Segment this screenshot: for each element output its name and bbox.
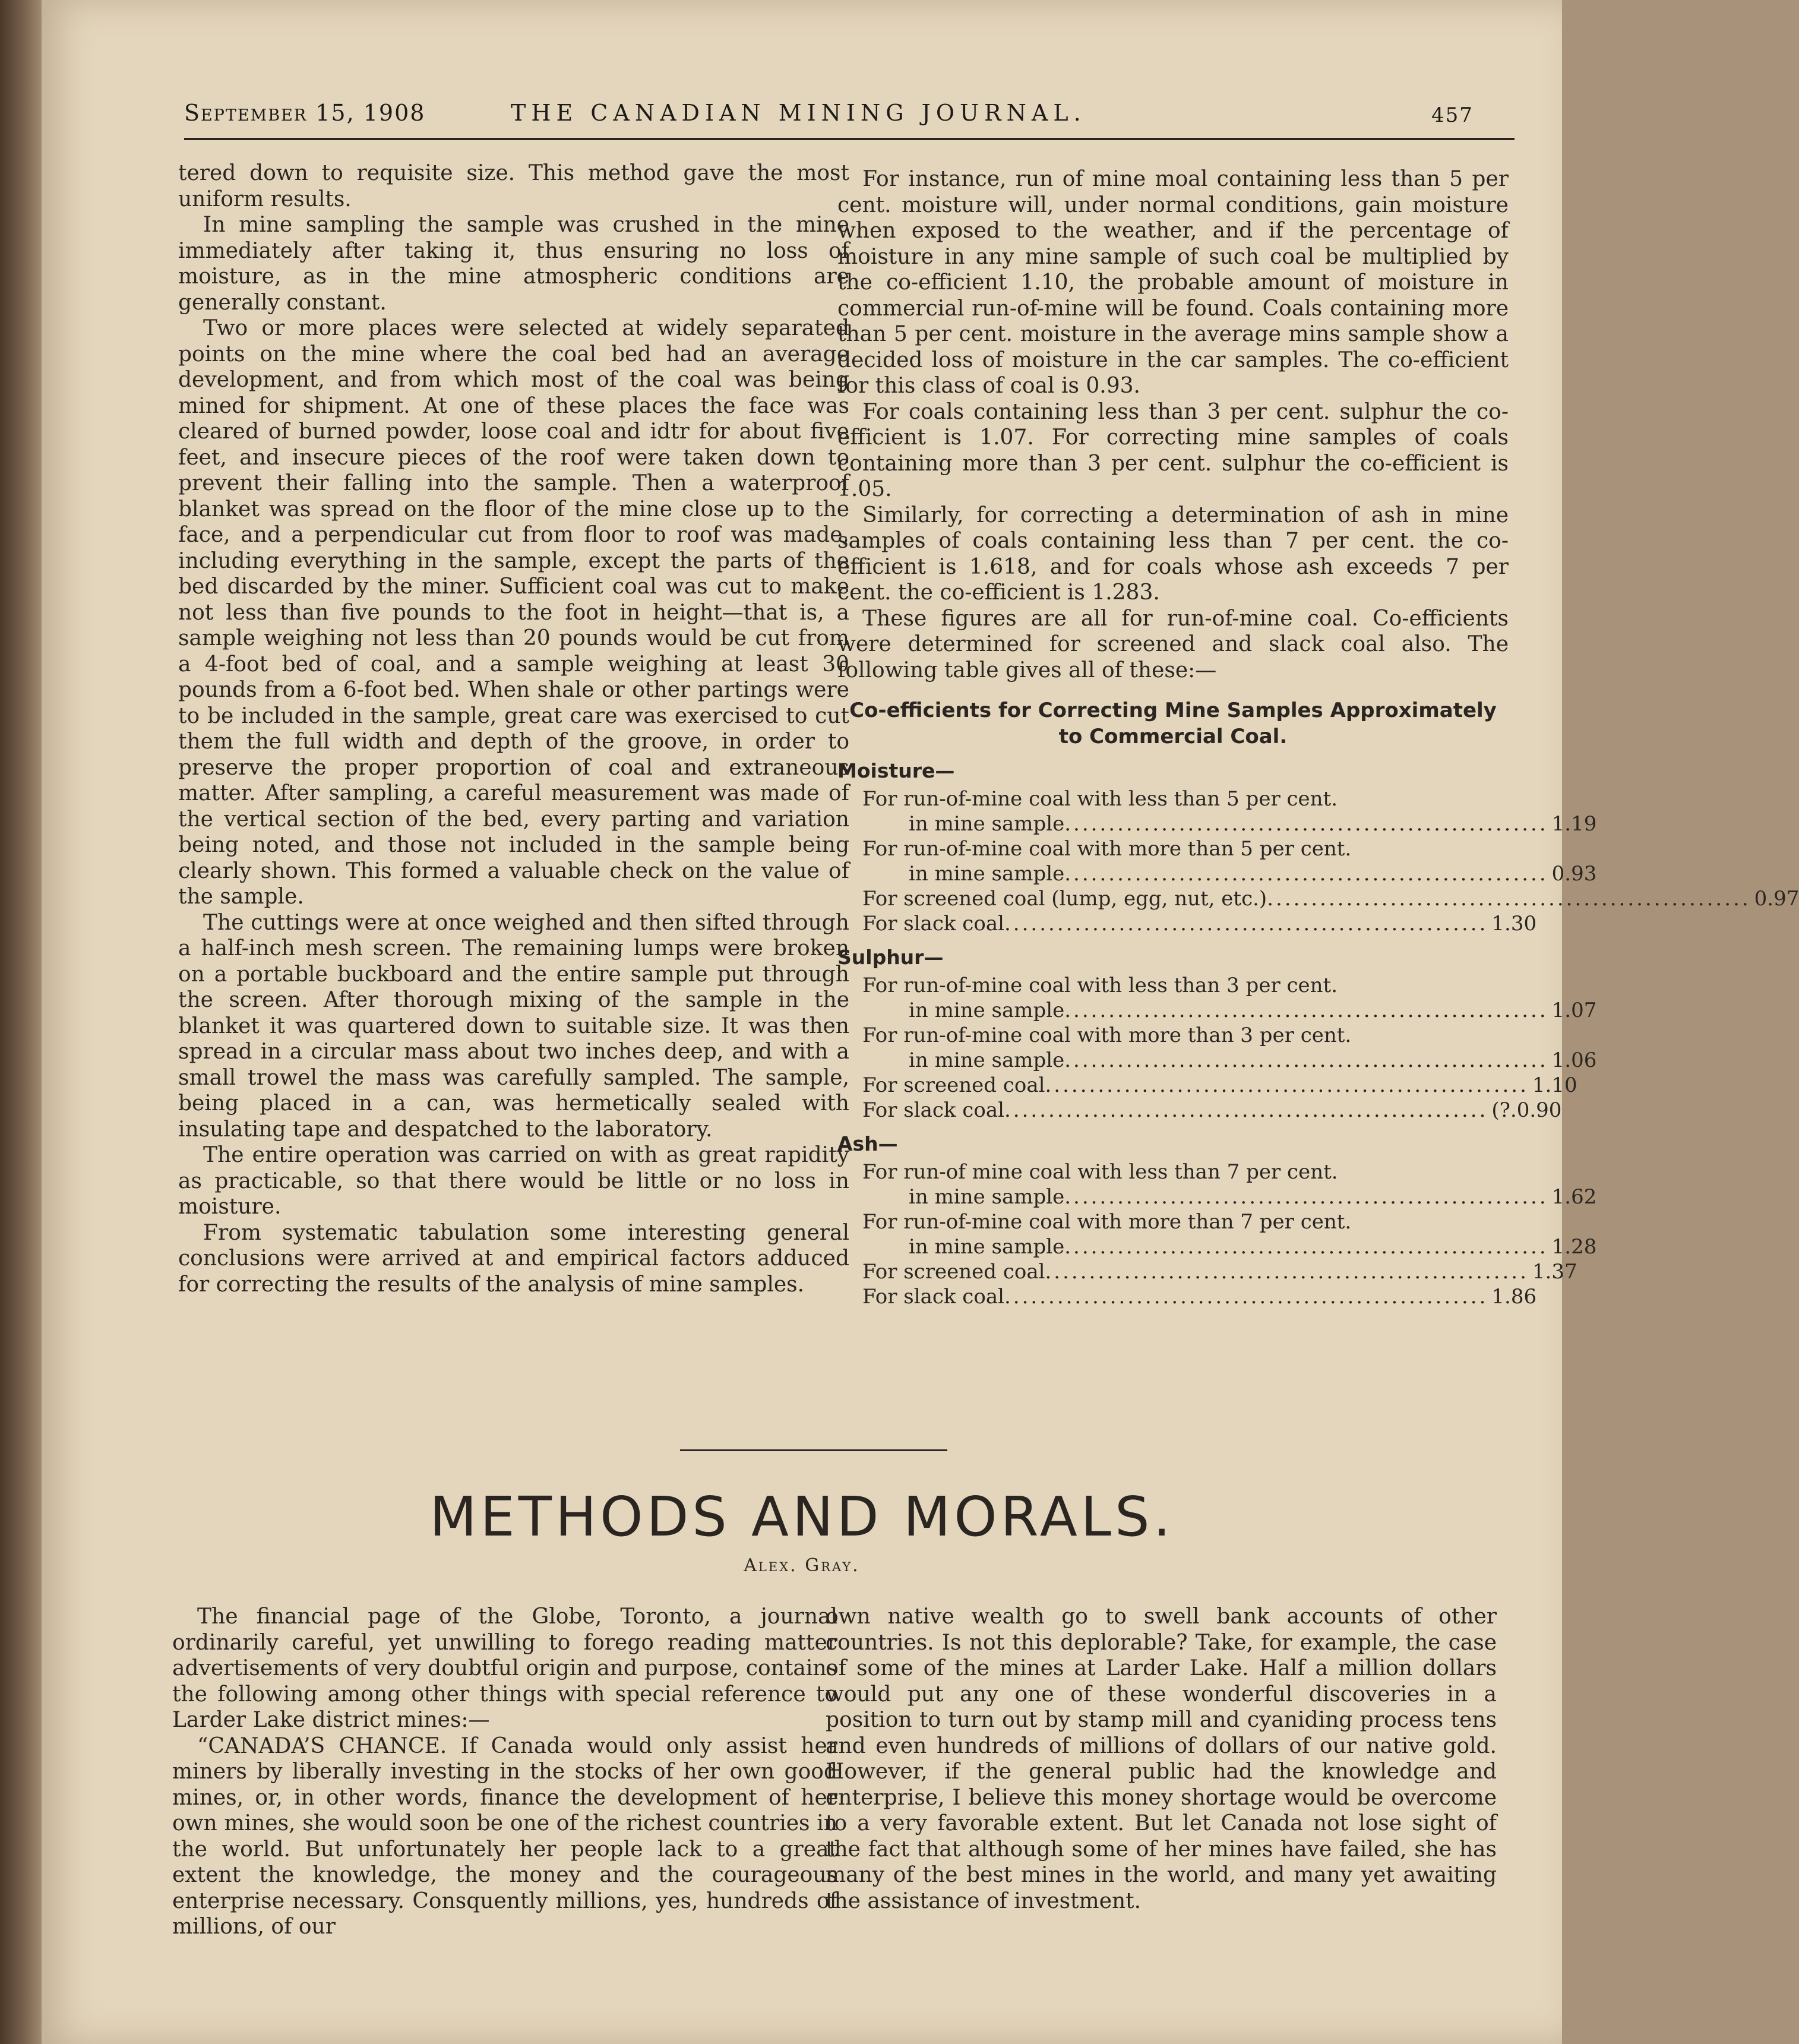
table-value: 1.07 <box>1551 999 1597 1022</box>
table-row: For screened coal ....................................................... 1.10 <box>862 1073 1577 1097</box>
table-section-heading: Sulphur— <box>837 946 944 969</box>
table-row: For run-of-mine coal with more than 5 per cent. <box>862 837 1352 861</box>
table-value: (?.0.90 <box>1491 1098 1562 1122</box>
table-row: For run-of-mine coal with less than 5 per cent. <box>862 787 1338 811</box>
article-paragraph: own native wealth go to swell bank accounts of other countries. Is not this deplorable? Take, for example, the case of some of the mines at Larder Lake. Half a million dollars would put any one of these wonderful discoveries in a position to turn out by stamp mill and cyaniding process tens and even hundreds of millions of dollars of our native gold. However, if the general public had the knowledge and enterprise, I believe this money shortage would be overcome to a very favorable extent. But let Canada not lose sight of the fact that although some of her mines have failed, she has many of the best mines in the world, and many yet awaiting the assistance of investment. <box>826 1604 1497 1913</box>
table-value: 1.86 <box>1491 1285 1537 1309</box>
table-row: For slack coal ....................................................... 1.86 <box>862 1285 1537 1309</box>
table-row: in mine sample ....................................................... 1.62 <box>909 1185 1597 1209</box>
table-value: 1.10 <box>1532 1073 1577 1097</box>
header-journal-title: THE CANADIAN MINING JOURNAL. <box>511 100 1086 126</box>
table-section-sulphur <box>837 944 1597 1123</box>
table-value: 1.37 <box>1532 1260 1577 1284</box>
table-section-heading: Ash— <box>837 1132 898 1155</box>
table-row: For slack coal ....................................................... 1.30 <box>862 912 1537 936</box>
header-date: September 15, 1908 <box>184 100 426 126</box>
table-value: 1.30 <box>1491 912 1537 936</box>
left-paragraph: Two or more places were selected at widely separated points on the mine where the coal bed had an average development, and from which most of the coal was being mined for shipment. At one of these places the face was cleared of burned powder, loose coal and idtr for about five feet, and insecure pieces of the roof were taken down to prevent their falling into the sample. Then a waterproof blanket was spread on the floor of the mine close up to the face, and a perpendicular cut from floor to roof was made, including everything in the sample, except the parts of the bed discarded by the miner. Sufficient coal was cut to make not less than five pounds to the foot in height—that is, a sample weighing not less than 20 pounds would be cut from a 4-foot bed of coal, and a sample weighing at least 30 pounds from a 6-foot bed. When shale or other partings were to be included in the sample, great care was exercised to cut them the full width and depth of the groove, in order to preserve the proper proportion of coal and extraneous matter. After sampling, a careful measurement was made of the vertical section of the bed, every parting and variation being noted, and those not included in the sample being clearly shown. This formed a valuable check on the value of the sample. <box>178 316 849 909</box>
table-row: For run-of-mine coal with more than 7 per cent. <box>862 1210 1352 1234</box>
book-spine <box>0 0 42 2044</box>
table-row: in mine sample ....................................................... 1.19 <box>909 812 1597 836</box>
table-value: 0.93 <box>1551 862 1597 886</box>
right-paragraph: Similarly, for correcting a determination of ash in mine samples of coals containing less than 7 per cent. the co-efficient is 1.618, and for coals whose ash exceeds 7 per cent. the co-efficient is 1.283. <box>837 503 1509 605</box>
header-rule <box>184 138 1515 140</box>
article-author: Alex. Gray. <box>744 1555 860 1576</box>
table-row: For screened coal (lump, egg, nut, etc.) ....................................................... 0.97 <box>862 887 1799 911</box>
article-paragraph: The financial page of the Globe, Toronto, a journal ordinarily careful, yet unwilling to forego reading matter advertisements of very doubtful origin and purpose, contains the following among other things with special reference to Larder Lake district mines:— <box>172 1604 837 1732</box>
article-right-column <box>826 1604 1497 1914</box>
left-paragraph: tered down to requisite size. This method gave the most uniform results. <box>178 161 849 211</box>
table-row: For run-of-mine coal with less than 3 per cent. <box>862 974 1338 997</box>
table-row: For screened coal ....................................................... 1.37 <box>862 1260 1577 1284</box>
journal-page <box>42 0 1799 2044</box>
table-section-ash <box>837 1131 1597 1309</box>
table-value: 0.97 <box>1754 887 1799 911</box>
table-value: 1.62 <box>1551 1185 1597 1209</box>
table-row: For run-of mine coal with less than 7 per cent. <box>862 1160 1338 1184</box>
left-paragraph: From systematic tabulation some interesting general conclusions were arrived at and empirical factors adduced for correcting the results of the analysis of mine samples. <box>178 1220 849 1297</box>
table-row: in mine sample ....................................................... 1.07 <box>909 999 1597 1022</box>
table-row: in mine sample ....................................................... 0.93 <box>909 862 1597 886</box>
article-title: METHODS AND MORALS. <box>429 1485 1174 1549</box>
table-row: For slack coal ....................................................... (?.0.90 <box>862 1098 1562 1122</box>
table-title: Co-efficients for Correcting Mine Samples Approximately to Commercial Coal. <box>849 699 1497 748</box>
right-paragraph: For coals containing less than 3 per cent. sulphur the co-efficient is 1.07. For correcting mine samples of coals containing more than 3 per cent. sulphur the co-efficient is 1.05. <box>837 399 1509 501</box>
table-value: 1.19 <box>1551 812 1597 836</box>
table-value: 1.28 <box>1551 1235 1597 1259</box>
article-left-column <box>172 1604 837 1940</box>
left-paragraph: In mine sampling the sample was crushed in the mine immediately after taking it, thus ensuring no loss of moisture, as in the mine atmospheric conditions are generally constant. <box>178 213 849 315</box>
table-section-heading: Moisture— <box>837 759 955 782</box>
left-paragraph: The cuttings were at once weighed and then sifted through a half-inch mesh screen. The remaining lumps were broken on a portable buckboard and the entire sample put through the screen. After thorough mixing of the sample in the blanket it was quartered down to suitable size. It was then spread in a circular mass about two inches deep, and with a small trowel the mass was carefully sampled. The sample, being placed in a can, was hermetically sealed with insulating tape and despatched to the laboratory. <box>178 910 849 1142</box>
table-section-moisture <box>837 758 1799 936</box>
right-paragraph: For instance, run of mine moal containing less than 5 per cent. moisture will, under normal conditions, gain moisture when exposed to the weather, and if the percentage of moisture in any mine sample of such coal be multiplied by the co-efficient 1.10, the probable amount of moisture in commercial run-of-mine will be found. Coals containing more than 5 per cent. moisture in the average mins sample show a decided loss of moisture in the car samples. The co-efficient for this class of coal is 0.93. <box>837 167 1509 398</box>
table-row: in mine sample ....................................................... 1.06 <box>909 1048 1597 1072</box>
left-paragraph: The entire operation was carried on with as great rapidity as practicable, so that there would be little or no loss in moisture. <box>178 1143 849 1219</box>
left-column <box>178 160 849 1297</box>
table-value: 1.06 <box>1551 1048 1597 1072</box>
table-row: For run-of-mine coal with more than 3 per cent. <box>862 1023 1352 1047</box>
article-paragraph: “CANADA’S CHANCE. If Canada would only assist her miners by liberally investing in the stocks of her own good mines, or, in other words, finance the development of her own mines, she would soon be one of the richest countries in the world. But unfortunately her people lack to a great extent the knowledge, the money and the courageous enterprise necessary. Consquently millions, yes, hundreds of millions, of our <box>172 1733 837 1939</box>
header-page-number: 457 <box>1431 103 1474 127</box>
right-column <box>837 166 1799 1309</box>
table-row: in mine sample ....................................................... 1.28 <box>909 1235 1597 1259</box>
right-paragraph: These figures are all for run-of-mine coal. Co-efficients were determined for screened and slack coal also. The following table gives all of these:— <box>837 606 1509 683</box>
section-divider <box>680 1449 947 1451</box>
